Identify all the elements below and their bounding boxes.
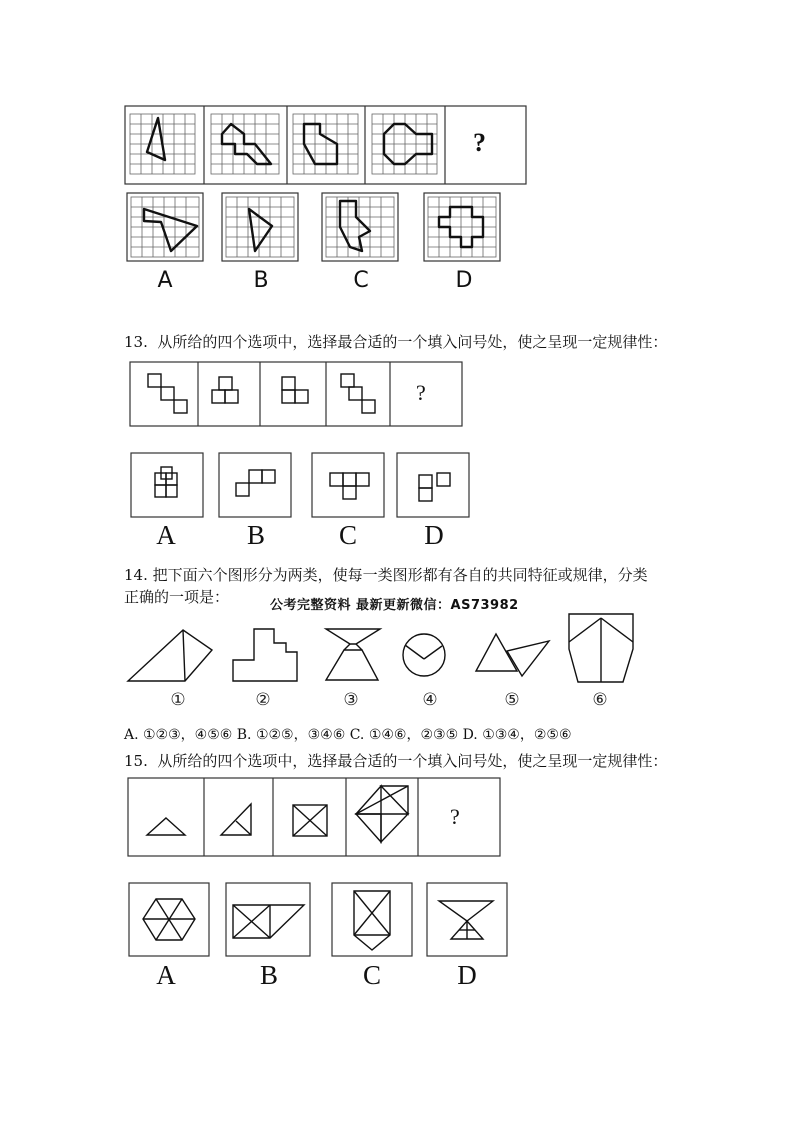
q15-text: 从所给的四个选项中，选择最合适的一个填入问号处，使之呈现一定规律性： xyxy=(157,752,668,770)
q15-option-b-figure xyxy=(226,883,312,959)
q13-option-a-label[interactable]: A xyxy=(156,520,176,550)
q15-option-d-figure xyxy=(427,883,509,959)
q14-figure-6-label: ⑥ xyxy=(592,690,608,710)
q13-text: 从所给的四个选项中，选择最合适的一个填入问号处，使之呈现一定规律性： xyxy=(157,333,668,351)
q12-option-b-label[interactable]: B xyxy=(253,268,269,293)
q15-option-d-label[interactable]: D xyxy=(457,960,477,990)
q13-sequence-row xyxy=(130,362,465,428)
q14-figure-4 xyxy=(403,634,445,676)
q13-option-b-label[interactable]: B xyxy=(246,520,265,550)
q13-question-mark: ? xyxy=(416,380,426,405)
q13-option-b-figure xyxy=(219,453,295,519)
q15-option-b-label[interactable]: B xyxy=(259,960,278,990)
q15-option-a-label[interactable]: A xyxy=(156,960,176,990)
q12-option-a-label[interactable]: A xyxy=(157,268,173,293)
q15-prompt xyxy=(124,749,667,773)
q15-option-c-label[interactable]: C xyxy=(362,960,381,990)
q14-text-line2: 正确的一项是： xyxy=(124,588,230,606)
q14-figure-3 xyxy=(326,629,380,680)
q15-option-a-figure xyxy=(129,883,211,959)
q13-option-a-figure xyxy=(131,453,207,519)
q13-option-d-figure xyxy=(397,453,473,519)
q14-figure-4-label: ④ xyxy=(422,690,438,710)
q14-figure-2-label: ② xyxy=(255,690,271,710)
q12-option-d-figure xyxy=(424,193,502,263)
q12-option-b-figure xyxy=(222,193,300,263)
q13-number: 13. xyxy=(124,333,148,351)
q12-question-mark: ? xyxy=(473,128,486,157)
q12-option-c-figure xyxy=(322,193,400,263)
q12-grid-figure-1 xyxy=(130,114,200,176)
q13-option-d-label[interactable]: D xyxy=(424,520,444,550)
q12-option-d-label[interactable]: D xyxy=(455,268,473,293)
q13-option-c-figure xyxy=(312,453,388,519)
watermark-text: 公考完整资料 最新更新微信：AS73982 xyxy=(270,598,519,613)
q14-figure-2 xyxy=(233,629,297,681)
q14-figure-3-label: ③ xyxy=(343,690,359,710)
q14-figure-1 xyxy=(128,630,212,681)
q14-text-line1: 14. 把下面六个图形分为两类，使每一类图形都有各自的共同特征或规律，分类 xyxy=(124,566,648,584)
q12-grid-figure-3 xyxy=(293,114,363,176)
q14-figure-6 xyxy=(569,614,633,682)
q15-question-mark: ? xyxy=(450,804,460,829)
q15-sequence-row xyxy=(128,778,503,858)
q14-figure-5-label: ⑤ xyxy=(504,690,520,710)
q13-option-c-label[interactable]: C xyxy=(338,520,357,550)
q12-option-c-label[interactable]: C xyxy=(353,268,369,293)
q12-grid-figure-2 xyxy=(211,114,281,176)
q13-prompt xyxy=(124,330,667,354)
q14-figure-5 xyxy=(476,634,549,676)
q14-answer-choices[interactable]: A. ①②③，④⑤⑥ B. ①②⑤，③④⑥ C. ①④⑥，②③⑤ D. ①③④，②⑤⑥ xyxy=(124,727,572,743)
q15-number: 15. xyxy=(124,752,148,770)
q12-grid-figure-4 xyxy=(372,114,442,176)
q14-figure-1-label: ① xyxy=(170,690,186,710)
q12-option-a-figure xyxy=(127,193,205,263)
q15-option-c-figure xyxy=(332,883,414,959)
